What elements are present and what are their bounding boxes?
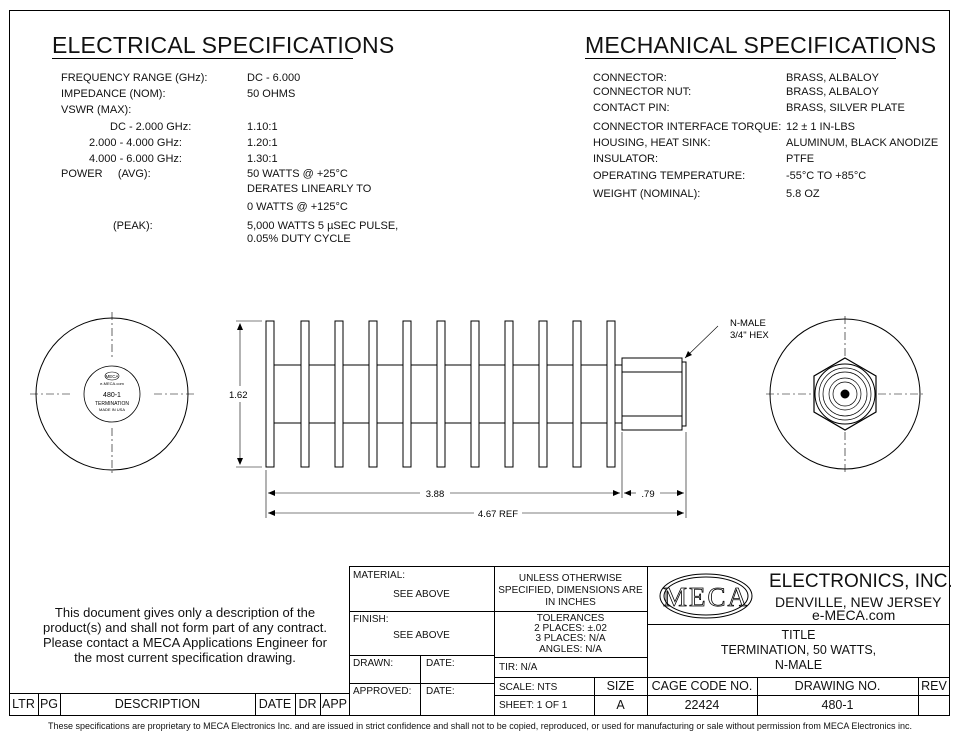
- rev-header-pg: PG: [39, 697, 59, 711]
- rev-header-description: DESCRIPTION: [114, 697, 201, 711]
- tolerance-angles: ANGLES: N/A: [539, 644, 602, 655]
- rev-header-dr: DR: [298, 697, 317, 711]
- disclaimer-line-1: This document gives only a description of the: [54, 605, 316, 620]
- mech-label-6: OPERATING TEMPERATURE:: [593, 170, 746, 182]
- elec-value-6: 50 WATTS @ +25°C: [247, 168, 348, 180]
- dim-conn: .79: [641, 489, 655, 500]
- title-line-2: N-MALE: [774, 658, 823, 672]
- company-website: e-MECA.com: [812, 607, 896, 623]
- tb-mid-h2: [494, 657, 647, 658]
- rev-label: REV: [921, 679, 947, 693]
- tb-top: [349, 566, 950, 567]
- tb-date-div-2: [420, 683, 421, 716]
- elec-value-4: 1.20:1: [247, 137, 278, 149]
- elec-label-3: DC - 2.000 GHz:: [110, 121, 192, 133]
- mech-label-0: CONNECTOR:: [593, 72, 667, 84]
- tb-right-h3: [647, 695, 950, 696]
- meca-logo-text: MECA: [662, 582, 750, 612]
- tb-mid-h4: [494, 695, 647, 696]
- disclaimer-line-4: the most current specification drawing.: [74, 650, 296, 665]
- material-value: SEE ABOVE: [393, 589, 450, 600]
- cage-code-value: 22424: [684, 698, 720, 712]
- tb-left-h1: [349, 611, 494, 612]
- company-name: ELECTRONICS, INC.: [769, 571, 953, 592]
- dim-body: 3.88: [425, 489, 445, 500]
- material-label: MATERIAL:: [353, 570, 406, 581]
- unless-line-2: SPECIFIED, DIMENSIONS ARE: [498, 585, 643, 596]
- company-location: DENVILLE, NEW JERSEY: [775, 594, 942, 610]
- drawing-number-value: 480-1: [821, 698, 854, 712]
- mech-value-7: 5.8 OZ: [786, 188, 820, 200]
- drawn-label: DRAWN:: [353, 658, 394, 669]
- mech-value-1: BRASS, ALBALOY: [786, 86, 879, 98]
- dim-height: 1.62: [229, 390, 248, 401]
- unless-line-1: UNLESS OTHERWISE: [518, 573, 623, 584]
- rev-header-ltr: LTR: [12, 697, 35, 711]
- mech-value-6: -55°C TO +85°C: [786, 170, 867, 182]
- elec-value-0: DC - 6.000: [247, 72, 301, 84]
- conn-label-1: N-MALE: [730, 318, 766, 329]
- elec-value-8: 0 WATTS @ +125°C: [247, 201, 348, 213]
- elec-value-10: 0.05% DUTY CYCLE: [247, 233, 351, 245]
- size-value: A: [616, 698, 625, 712]
- finish-label: FINISH:: [353, 614, 389, 625]
- right-end-view: [766, 316, 924, 472]
- drawn-date-label: DATE:: [426, 658, 455, 669]
- scale-label: SCALE: NTS: [499, 682, 558, 693]
- tolerance-2-places: 2 PLACES: ±.02: [534, 623, 607, 634]
- conn-label-2: 3/4" HEX: [730, 330, 769, 341]
- mech-value-3: 12 ± 1 IN-LBS: [786, 121, 856, 133]
- tolerances-title: TOLERANCES: [536, 613, 605, 624]
- elec-value-7: DERATES LINEARLY TO: [247, 183, 372, 195]
- left-label-origin: MADE IN USA: [98, 407, 126, 412]
- elec-label-1: IMPEDANCE (NOM):: [61, 88, 166, 100]
- tb-mid-h1: [494, 611, 647, 612]
- tb-mid-h3: [494, 677, 647, 678]
- tb-right-h2: [647, 677, 950, 678]
- title-label: TITLE: [781, 628, 816, 642]
- elec-value-5: 1.30:1: [247, 153, 278, 165]
- mech-label-3: CONNECTOR INTERFACE TORQUE:: [593, 121, 782, 133]
- elec-value-1: 50 OHMS: [247, 88, 296, 100]
- mech-value-0: BRASS, ALBALOY: [786, 72, 879, 84]
- mech-label-1: CONNECTOR NUT:: [593, 86, 692, 98]
- left-label-part: 480-1: [103, 392, 121, 399]
- tb-date-div-1: [420, 655, 421, 683]
- tir-label: TIR: N/A: [499, 662, 538, 673]
- mechanical-heading: MECHANICAL SPECIFICATIONS: [585, 32, 937, 58]
- approved-label: APPROVED:: [353, 686, 412, 697]
- proprietary-footer: These specifications are proprietary to MECA Electronics Inc. and are issued in strict confidence and shall not to be copied, reproduced, or used for manufacturing or sale without permission from MECA Electronics inc.: [48, 721, 912, 731]
- title-line-1: TERMINATION, 50 WATTS,: [720, 643, 877, 657]
- disclaimer-line-3: Please contact a MECA Applications Engineer for: [43, 635, 327, 650]
- approved-date-label: DATE:: [426, 686, 455, 697]
- sheet-label: SHEET: 1 OF 1: [499, 700, 568, 711]
- elec-label-9: (PEAK):: [113, 220, 153, 232]
- mech-label-2: CONTACT PIN:: [593, 102, 670, 114]
- mech-label-4: HOUSING, HEAT SINK:: [593, 137, 711, 149]
- left-label-logo: MECA: [105, 374, 119, 379]
- rev-header-date: DATE: [258, 697, 292, 711]
- elec-label-0: FREQUENCY RANGE (GHz):: [61, 72, 208, 84]
- mech-value-2: BRASS, SILVER PLATE: [786, 102, 905, 114]
- mech-value-4: ALUMINUM, BLACK ANODIZE: [786, 137, 939, 149]
- elec-label-2: VSWR (MAX):: [61, 104, 132, 116]
- left-label-site: e-MECA.com: [100, 381, 124, 386]
- rev-header-app: APP: [321, 697, 347, 711]
- mech-label-5: INSULATOR:: [593, 153, 658, 165]
- mech-value-5: PTFE: [786, 153, 815, 165]
- elec-label-5: 4.000 - 6.000 GHz:: [89, 153, 182, 165]
- elec-label-6: POWER (AVG):: [61, 168, 151, 180]
- tb-right-h1: [647, 624, 950, 625]
- tolerance-3-places: 3 PLACES: N/A: [535, 633, 606, 644]
- finish-value: SEE ABOVE: [393, 630, 450, 641]
- drawing-number-label: DRAWING NO.: [794, 679, 881, 693]
- cage-code-label: CAGE CODE NO.: [651, 679, 753, 693]
- left-label-type: TERMINATION: [94, 401, 130, 407]
- dim-total: 4.67 REF: [477, 509, 519, 520]
- tb-left-h3: [349, 683, 494, 684]
- elec-label-4: 2.000 - 4.000 GHz:: [89, 137, 182, 149]
- elec-value-3: 1.10:1: [247, 121, 278, 133]
- unless-line-3: IN INCHES: [545, 597, 596, 608]
- electrical-heading: ELECTRICAL SPECIFICATIONS: [52, 32, 395, 58]
- elec-value-9: 5,000 WATTS 5 µSEC PULSE,: [247, 220, 399, 232]
- tb-left-h2: [349, 655, 494, 656]
- mech-label-7: WEIGHT (NOMINAL):: [593, 188, 701, 200]
- size-label: SIZE: [606, 679, 635, 693]
- disclaimer-line-2: product(s) and shall not form part of any contract.: [43, 620, 327, 635]
